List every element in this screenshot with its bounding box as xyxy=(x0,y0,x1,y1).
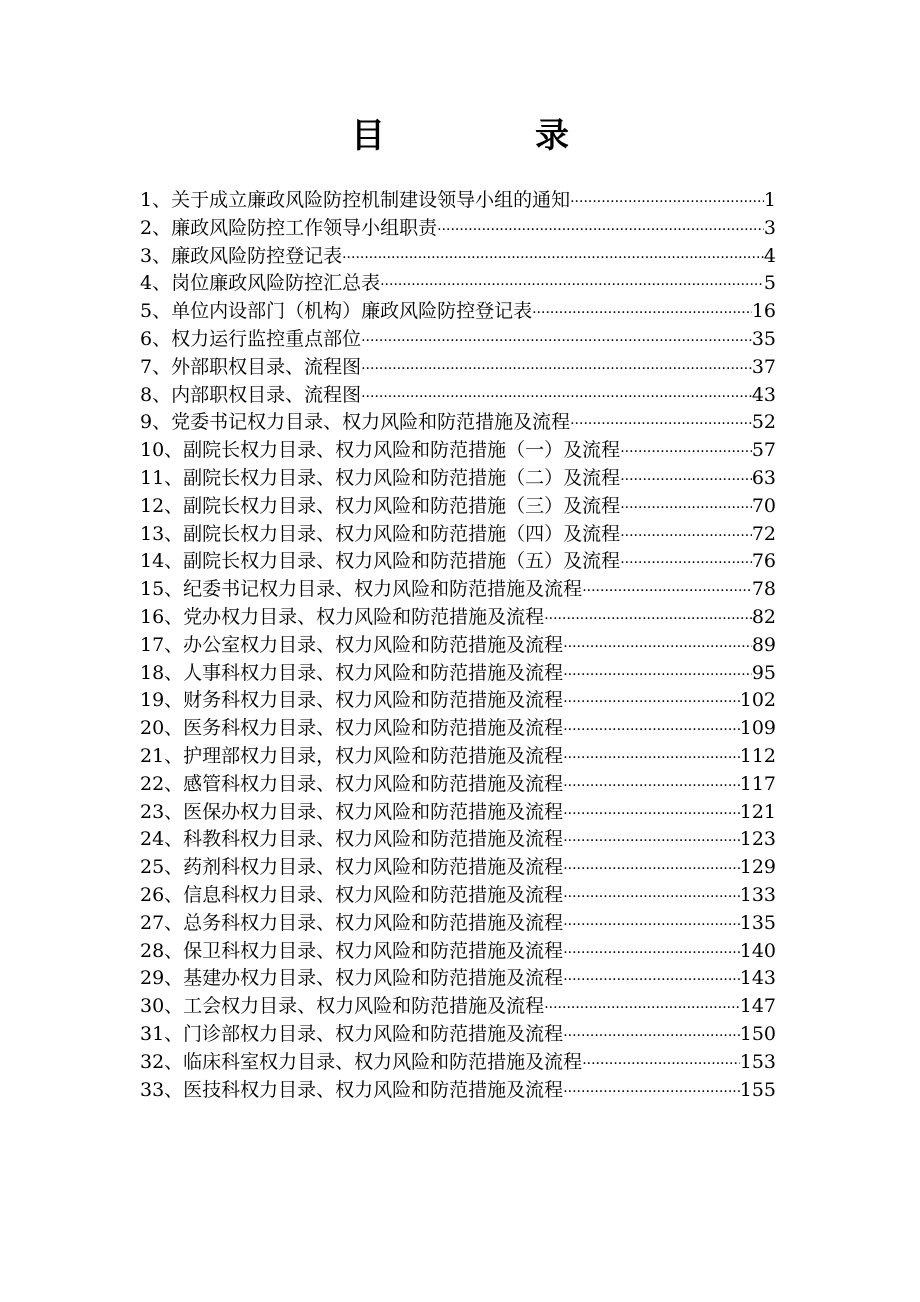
toc-dot-leader xyxy=(563,689,740,717)
toc-entry-page-number: 95 xyxy=(751,661,776,684)
toc-entry[interactable] xyxy=(140,382,790,410)
toc-entry[interactable] xyxy=(140,493,790,521)
toc-entry[interactable] xyxy=(140,882,790,910)
toc-dot-leader xyxy=(342,245,764,273)
toc-entry-label: 32、临床科室权力目录、权力风险和防范措施及流程 xyxy=(140,1050,583,1073)
toc-entry[interactable] xyxy=(140,437,790,465)
toc-entry-label: 28、保卫科权力目录、权力风险和防范措施及流程 xyxy=(140,939,564,962)
toc-entry[interactable] xyxy=(140,521,790,549)
toc-entry-label: 24、科教科权力目录、权力风险和防范措施及流程 xyxy=(140,828,564,851)
toc-dot-leader xyxy=(563,912,740,940)
toc-entry[interactable] xyxy=(140,548,790,576)
toc-entry-label: 3、廉政风险防控登记表 xyxy=(140,244,343,267)
toc-entry-page-number: 52 xyxy=(751,411,776,434)
toc-dot-leader xyxy=(563,967,740,995)
toc-entry[interactable] xyxy=(140,687,790,715)
toc-entry-label: 6、权力运行监控重点部位 xyxy=(140,327,362,350)
toc-entry-page-number: 102 xyxy=(739,689,776,712)
toc-entry-page-number: 133 xyxy=(739,883,776,906)
toc-entry-page-number: 43 xyxy=(751,383,776,406)
toc-dot-leader xyxy=(620,523,752,551)
toc-entry-page-number: 1 xyxy=(763,189,776,211)
toc-entry-page-number: 70 xyxy=(751,494,776,517)
toc-entry-page-number: 89 xyxy=(751,633,776,656)
toc-entry-page-number: 37 xyxy=(751,355,776,378)
toc-dot-leader xyxy=(563,801,740,829)
toc-dot-leader xyxy=(620,495,752,523)
toc-entry[interactable] xyxy=(140,660,790,688)
toc-entry-label: 2、廉政风险防控工作领导小组职责 xyxy=(140,216,438,239)
toc-dot-leader xyxy=(563,745,740,773)
toc-entry[interactable] xyxy=(140,270,790,298)
toc-entry[interactable] xyxy=(140,1049,790,1077)
toc-entry-label: 11、副院长权力目录、权力风险和防范措施（二）及流程 xyxy=(140,466,621,489)
toc-entry-label: 26、信息科权力目录、权力风险和防范措施及流程 xyxy=(140,883,564,906)
toc-entry-page-number: 16 xyxy=(751,300,776,323)
toc-entry-page-number: 135 xyxy=(739,911,776,934)
toc-dot-leader xyxy=(582,1051,740,1079)
toc-entry-label: 29、基建办权力目录、权力风险和防范措施及流程 xyxy=(140,967,564,990)
toc-entry[interactable] xyxy=(140,715,790,743)
table-of-contents xyxy=(140,187,790,1104)
page-title: 目 录 xyxy=(351,116,627,156)
toc-entry[interactable] xyxy=(140,826,790,854)
toc-dot-leader xyxy=(570,189,764,217)
toc-entry[interactable] xyxy=(140,465,790,493)
toc-dot-leader xyxy=(361,384,752,412)
toc-entry-label: 4、岗位廉政风险防控汇总表 xyxy=(140,272,381,295)
toc-entry-page-number: 35 xyxy=(751,327,776,350)
toc-dot-leader xyxy=(563,773,740,801)
toc-entry-label: 17、办公室权力目录、权力风险和防范措施及流程 xyxy=(140,633,564,656)
toc-entry-label: 13、副院长权力目录、权力风险和防范措施（四）及流程 xyxy=(140,522,621,545)
toc-entry[interactable] xyxy=(140,187,790,215)
toc-entry-label: 20、医务科权力目录、权力风险和防范措施及流程 xyxy=(140,717,564,740)
toc-entry-label: 25、药剂科权力目录、权力风险和防范措施及流程 xyxy=(140,856,564,879)
toc-entry-page-number: 153 xyxy=(739,1050,776,1073)
toc-entry-label: 10、副院长权力目录、权力风险和防范措施（一）及流程 xyxy=(140,439,621,462)
toc-dot-leader xyxy=(620,467,752,495)
toc-entry[interactable] xyxy=(140,326,790,354)
toc-entry[interactable] xyxy=(140,799,790,827)
toc-dot-leader xyxy=(563,856,740,884)
toc-entry[interactable] xyxy=(140,409,790,437)
toc-entry-label: 16、党办权力目录、权力风险和防范措施及流程 xyxy=(140,605,545,628)
toc-entry[interactable] xyxy=(140,354,790,382)
toc-entry-label: 15、纪委书记权力目录、权力风险和防范措施及流程 xyxy=(140,578,583,601)
toc-entry[interactable] xyxy=(140,1021,790,1049)
toc-entry-page-number: 140 xyxy=(739,939,776,962)
toc-dot-leader xyxy=(361,328,752,356)
toc-entry-label: 7、外部职权目录、流程图 xyxy=(140,355,362,378)
toc-dot-leader xyxy=(563,717,740,745)
toc-entry-label: 18、人事科权力目录、权力风险和防范措施及流程 xyxy=(140,661,564,684)
toc-entry-page-number: 129 xyxy=(739,856,776,879)
toc-entry-page-number: 155 xyxy=(739,1078,776,1101)
toc-entry[interactable] xyxy=(140,743,790,771)
toc-entry-page-number: 78 xyxy=(751,578,776,601)
toc-entry-page-number: 112 xyxy=(739,744,776,767)
toc-dot-leader xyxy=(532,300,752,328)
toc-entry[interactable] xyxy=(140,215,790,243)
toc-dot-leader xyxy=(563,1079,740,1107)
toc-entry-label: 5、单位内设部门（机构）廉政风险防控登记表 xyxy=(140,300,533,323)
toc-entry-label: 12、副院长权力目录、权力风险和防范措施（三）及流程 xyxy=(140,494,621,517)
toc-entry-page-number: 117 xyxy=(739,772,776,795)
toc-entry-page-number: 4 xyxy=(763,244,776,267)
toc-entry-label: 22、感管科权力目录、权力风险和防范措施及流程 xyxy=(140,772,564,795)
toc-entry-page-number: 76 xyxy=(751,550,776,573)
toc-dot-leader xyxy=(582,578,752,606)
toc-entry-label: 14、副院长权力目录、权力风险和防范措施（五）及流程 xyxy=(140,550,621,573)
toc-entry-page-number: 57 xyxy=(751,439,776,462)
toc-dot-leader xyxy=(544,995,740,1023)
toc-entry-page-number: 5 xyxy=(763,272,776,295)
toc-dot-leader xyxy=(563,662,752,690)
toc-entry-label: 27、总务科权力目录、权力风险和防范措施及流程 xyxy=(140,911,564,934)
toc-entry-page-number: 143 xyxy=(739,967,776,990)
toc-entry-label: 31、门诊部权力目录、权力风险和防范措施及流程 xyxy=(140,1022,564,1045)
toc-entry[interactable] xyxy=(140,604,790,632)
toc-dot-leader xyxy=(563,634,752,662)
toc-dot-leader xyxy=(437,217,764,245)
toc-entry[interactable] xyxy=(140,1077,790,1105)
toc-entry[interactable] xyxy=(140,938,790,966)
toc-entry[interactable] xyxy=(140,993,790,1021)
toc-entry-label: 8、内部职权目录、流程图 xyxy=(140,383,362,406)
toc-entry[interactable] xyxy=(140,632,790,660)
toc-dot-leader xyxy=(563,884,740,912)
toc-entry-page-number: 123 xyxy=(739,828,776,851)
toc-dot-leader xyxy=(361,356,752,384)
toc-entry[interactable] xyxy=(140,576,790,604)
toc-entry[interactable] xyxy=(140,243,790,271)
toc-entry-label: 9、党委书记权力目录、权力风险和防范措施及流程 xyxy=(140,411,571,434)
toc-dot-leader xyxy=(563,940,740,968)
toc-entry[interactable] xyxy=(140,965,790,993)
toc-entry[interactable] xyxy=(140,298,790,326)
toc-entry-label: 21、护理部权力目录，权力风险和防范措施及流程 xyxy=(140,744,564,767)
toc-entry-label: 19、财务科权力目录、权力风险和防范措施及流程 xyxy=(140,689,564,712)
toc-entry-page-number: 147 xyxy=(739,995,776,1018)
toc-entry-page-number: 109 xyxy=(739,717,776,740)
toc-entry[interactable] xyxy=(140,854,790,882)
toc-entry-label: 30、工会权力目录、权力风险和防范措施及流程 xyxy=(140,995,545,1018)
toc-dot-leader xyxy=(570,411,752,439)
toc-dot-leader xyxy=(380,272,764,300)
toc-dot-leader xyxy=(563,1023,740,1051)
toc-entry-label: 33、医技科权力目录、权力风险和防范措施及流程 xyxy=(140,1078,564,1101)
toc-entry[interactable] xyxy=(140,910,790,938)
toc-entry-page-number: 72 xyxy=(751,522,776,545)
toc-entry-label: 1、关于成立廉政风险防控机制建设领导小组的通知 xyxy=(140,189,571,211)
toc-entry[interactable] xyxy=(140,771,790,799)
toc-entry-page-number: 121 xyxy=(739,800,776,823)
toc-dot-leader xyxy=(563,828,740,856)
toc-entry-label: 23、医保办权力目录、权力风险和防范措施及流程 xyxy=(140,800,564,823)
toc-dot-leader xyxy=(544,606,752,634)
toc-entry-page-number: 150 xyxy=(739,1022,776,1045)
toc-entry-page-number: 63 xyxy=(751,466,776,489)
toc-entry-page-number: 3 xyxy=(763,216,776,239)
toc-entry-page-number: 82 xyxy=(751,605,776,628)
toc-dot-leader xyxy=(620,550,752,578)
toc-dot-leader xyxy=(620,439,752,467)
